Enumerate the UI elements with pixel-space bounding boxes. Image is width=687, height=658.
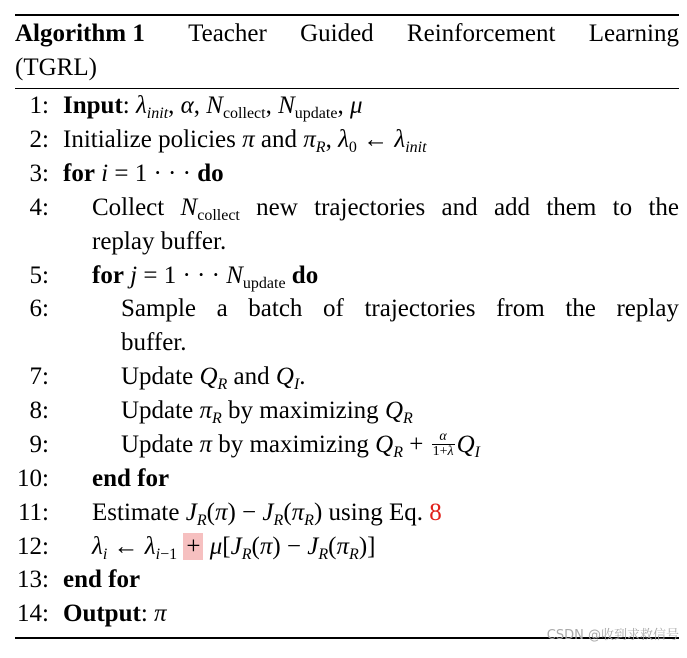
for-keyword: for [63, 160, 95, 187]
watermark: CSDN @收到求救信号 [546, 628, 679, 643]
caption-word: Reinforcement [406, 20, 556, 47]
line-body [92, 462, 169, 496]
line-body: Estimate $J_R(\pi) - J_R(\pi_R)$ using Eq. 8 [92, 499, 442, 529]
do-keyword: do [197, 160, 224, 187]
do-keyword: do [291, 262, 319, 289]
line-body: Collect $N_{collect}$ new trajectories and add them to the [92, 194, 679, 224]
line-number: 6: [29, 295, 49, 322]
end-for-keyword: end for [92, 465, 170, 492]
equation-reference-link[interactable]: 8 [429, 499, 442, 526]
line-number: 9: [29, 431, 49, 458]
algo-line-11 [0, 496, 679, 530]
output-keyword: Output [63, 600, 141, 627]
end-for-keyword: end for [63, 566, 141, 593]
line-number: 2: [29, 126, 49, 153]
line-body: Update π by maximizing $Q_R$ + $\frac{\alpha}{1+\lambda}$ $Q_I$ [121, 428, 480, 461]
for-keyword: for [92, 262, 124, 289]
algo-line-10 [0, 462, 679, 496]
top-rule [15, 14, 679, 16]
line-number: 5: [29, 262, 49, 289]
highlighted-plus: + [183, 533, 203, 560]
line-body: Sample a batch of trajectories from the replay [121, 295, 679, 322]
line-body: Update $\pi_R$ by maximizing $Q_R$ [121, 397, 413, 427]
algo-line-9 [0, 428, 679, 462]
algo-line-5 [0, 259, 679, 293]
line-body: Update $Q_R$ and $Q_I$. [121, 363, 306, 393]
input-keyword: Input [63, 92, 123, 119]
line-body: Input: $\lambda_{init}$, α, $N_{collect}$, $N_{update}$, μ [63, 92, 363, 122]
line-body: $\lambda_i$ ← $\lambda_{i-1} + \mu[J_R(\pi) - J_R(\pi_R)]$ [92, 533, 376, 563]
line-body: for j = 1 · · · $N_{update}$ do [92, 262, 319, 292]
line-number: 14: [17, 600, 49, 627]
algo-line-4-continued [0, 225, 679, 259]
line-number: 13: [17, 566, 49, 593]
line-number: 8: [29, 397, 49, 424]
line-body: buffer. [121, 329, 187, 356]
caption-word: Learning [588, 20, 679, 47]
caption-word: Guided [300, 20, 374, 47]
algo-line-6 [0, 292, 679, 326]
algo-line-12 [0, 530, 679, 564]
caption-acronym: (TGRL) [15, 54, 97, 81]
algo-line-3 [0, 157, 679, 191]
algo-line-6-continued [0, 326, 679, 360]
line-body [63, 563, 140, 597]
line-number: 1: [29, 92, 49, 119]
line-body: replay buffer. [92, 228, 227, 255]
algo-line-2 [0, 123, 679, 157]
algorithm-caption [15, 17, 679, 85]
algo-line-1 [0, 89, 679, 123]
algo-line-8 [0, 394, 679, 428]
line-number: 10: [17, 465, 49, 492]
algo-line-13 [0, 563, 679, 597]
line-number: 12: [17, 533, 49, 560]
line-body: for i = 1 · · · do [63, 160, 224, 187]
line-number: 7: [29, 363, 49, 390]
algorithm-label: Algorithm 1 [15, 20, 145, 47]
line-body: Initialize policies π and $\pi_R$, $\lambda_0$ ← $\lambda_{init}$ [63, 126, 427, 156]
algo-line-14 [0, 597, 679, 631]
caption-word: Teacher [188, 20, 267, 47]
line-number: 4: [29, 194, 49, 221]
line-number: 11: [17, 499, 49, 526]
algo-line-7 [0, 360, 679, 394]
line-body: Output: π [63, 600, 167, 627]
line-number: 3: [29, 160, 49, 187]
alpha-fraction: $\frac{\alpha}{1+\lambda}$ [432, 428, 454, 459]
algo-line-4 [0, 191, 679, 225]
